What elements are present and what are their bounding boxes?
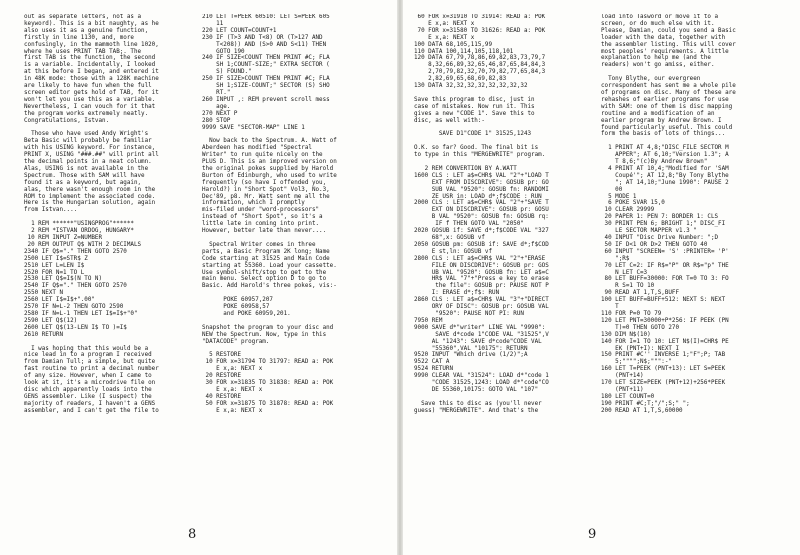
left-page-column-1 bbox=[24, 14, 200, 415]
text-line: 240 IF SIZE<COUNT THEN PRINT #C; FLA bbox=[202, 55, 330, 62]
text-line: 20 RESTORE bbox=[202, 373, 242, 380]
text-line: 2050 GOSUB pm: GOSUB if: SAVE d*;f$COD bbox=[414, 241, 549, 248]
text-line bbox=[202, 290, 378, 297]
text-line: 11 bbox=[202, 20, 224, 27]
text-line: SUB VAL "9520": GOSUB fn: RANDOMI bbox=[414, 186, 549, 193]
text-line: from Damian Tull; a simple, but quite bbox=[24, 359, 156, 366]
text-line: "DATACODE" program. bbox=[202, 338, 270, 345]
text-line: ";R$ bbox=[601, 255, 630, 262]
text-line: ROM to implement the associated code. bbox=[24, 193, 156, 200]
text-line: 2340 IF Q$="." THEN GOTO 2570 bbox=[24, 248, 127, 255]
book-spine bbox=[397, 0, 403, 555]
text-line: 90 READ AT 1,T,S,BUFF bbox=[601, 290, 680, 297]
text-line: 100 LET BUFF=BUFF+512: NEXT S: NEXT bbox=[601, 297, 726, 304]
text-line: main menu. Select option D to go to bbox=[202, 276, 327, 283]
text-line: disc which apparently loads into the bbox=[24, 386, 152, 393]
text-line: I: ERASE d*;f$: RUN bbox=[414, 290, 500, 297]
text-line: Nevertheless, I can vouch for it that bbox=[24, 103, 156, 110]
text-line: alas, there wasn't enough room in the bbox=[24, 186, 156, 193]
text-line: where he uses PRINT TAB TAB;. The bbox=[24, 48, 142, 55]
text-line: 2000 CLS : LET a$=CHR$ VAL "2"+"SAVE T bbox=[414, 200, 549, 207]
text-line: Now back to the Spectrum. A. Watt of bbox=[202, 138, 337, 145]
text-line: 10 CLEAR 29999 bbox=[601, 207, 655, 214]
text-line: with SAM: one of them is disc mapping bbox=[601, 103, 733, 110]
text-line bbox=[202, 318, 378, 325]
text-line: 2500 LET I$=STR$ Z bbox=[24, 255, 88, 262]
text-line: 7950 REM bbox=[414, 317, 443, 324]
text-line: 120 DATA 67,79,78,86,69,82,83,73,79,7 bbox=[414, 55, 546, 62]
text-line: with his USING keyword. For instance, bbox=[24, 145, 156, 152]
text-line: Coupé'"; AT 12,8;"By Tony Blythe bbox=[601, 172, 729, 179]
text-line: DE 55360,10175: GOTO VAL "107" bbox=[414, 386, 539, 393]
text-line: 130 DATA 32,32,32,32,32,32,32,32 bbox=[414, 83, 528, 90]
text-line: keyword). This is a bit naughty, as he bbox=[24, 20, 159, 27]
text-line: E x,a: NEXT x bbox=[202, 407, 263, 414]
text-line: 9524 RETURN bbox=[414, 366, 454, 373]
text-line: 140 FOR I=1 TO 10: LET N$(I)=CHR$ PE bbox=[601, 338, 729, 345]
text-line: are likely to have fun when the full bbox=[24, 83, 152, 90]
text-line: EXT ON DISCDRIVE": GOSUB pr: GOSU bbox=[414, 207, 549, 214]
text-line: Dec'89, p8. Mr. Watt sent me all the bbox=[202, 193, 330, 200]
text-line: PLUS D. This is an improved version on bbox=[202, 159, 337, 166]
text-line: loader with the data, together with bbox=[601, 34, 726, 41]
text-line: 2 REM CONVERTION BY A.WATT bbox=[414, 165, 517, 172]
text-line: 2,82,69,65,68,69,82,83 bbox=[414, 76, 507, 83]
text-line: Use symbol-shift/stop to get to the bbox=[202, 269, 327, 276]
text-line: age. bbox=[202, 103, 231, 110]
text-line: 6 POKE SVAR 15,0 bbox=[601, 200, 665, 207]
text-line bbox=[24, 339, 200, 346]
text-line: Congratulations, Istvan. bbox=[24, 117, 110, 124]
text-line: to type in this "MERGEWRITE" program. bbox=[414, 152, 546, 159]
text-line: "CODE 31525,1243: LOAD d*"code"CO bbox=[414, 380, 549, 387]
text-line bbox=[414, 159, 590, 166]
text-line: S) FOUND." bbox=[202, 69, 252, 76]
text-line: E x,a: NEXT x bbox=[414, 20, 475, 27]
text-line: little late in coming into print. bbox=[202, 221, 320, 228]
text-line: 260 INPUT ,: REM prevent scroll mess bbox=[202, 96, 330, 103]
text-line: Writer" to run quite nicely on the bbox=[202, 152, 323, 159]
text-line: AL "1243": SAVE d*code"CODE VAL bbox=[414, 338, 542, 345]
text-line: 10 REM INPUT Z=NUMBER bbox=[24, 235, 103, 241]
text-line: first TAB is the function, the second bbox=[24, 55, 156, 62]
text-line: 2540 IF Q$="." THEN GOTO 2570 bbox=[24, 283, 127, 290]
text-line: 2560 LET I$=I$+".00" bbox=[24, 297, 95, 304]
text-line: Harold?) in "Short Spot" Vol3, No.3, bbox=[202, 186, 330, 193]
text-line: at this before I began, and entered it bbox=[24, 69, 159, 76]
text-line: readers) won't go amiss, either. bbox=[601, 62, 715, 69]
text-line: "; AT 14,10;"June 1990": PAUSE 2 bbox=[601, 179, 729, 186]
text-line: the program works extremely neatly. bbox=[24, 110, 149, 117]
text-line: disc, as well with:- bbox=[414, 117, 485, 124]
text-line: case of mistakes. Now run it. This bbox=[414, 103, 535, 110]
text-line: guess) "MERGEWRITE". And that's the bbox=[414, 407, 539, 414]
text-line bbox=[414, 138, 590, 145]
text-line: 5 RESTORE bbox=[202, 352, 242, 359]
text-line: 2520 FOR N=1 TO L bbox=[24, 269, 85, 276]
text-line: assembler, and I can't get the file to bbox=[24, 407, 159, 414]
text-line: Spectrum. Those with SAM will have bbox=[24, 172, 145, 179]
text-line: ZE USR in: LOAD d*;f$CODE : RUN bbox=[414, 193, 542, 200]
text-line: rehashes of earlier programs for use bbox=[601, 96, 729, 103]
text-line: Basic. Add Harold's three pokes, vis:- bbox=[202, 283, 337, 290]
text-line: the original pokes supplied by Harold bbox=[202, 165, 334, 172]
text-line: starting at 55360. Load your cassette. bbox=[202, 262, 337, 269]
text-line: LE SECTOR MAPPER v1.3 " bbox=[601, 228, 697, 235]
text-line: 250 IF SIZE>COUNT THEN PRINT #C; FLA bbox=[202, 76, 330, 83]
text-line: 280 STOP bbox=[202, 117, 231, 124]
text-line bbox=[202, 346, 378, 353]
text-line bbox=[202, 131, 378, 138]
text-line: 2590 LET Q$(12) bbox=[24, 317, 78, 324]
text-line: the file": GOSUB pr: PAUSE NOT P bbox=[414, 283, 549, 290]
right-page-column-2 bbox=[601, 14, 777, 415]
text-line: out as separate letters, not as a bbox=[24, 14, 142, 20]
text-line: E x,a: NEXT x bbox=[414, 34, 475, 41]
text-line: 1600 CLS : LET a$=CHR$ VAL "2"+"LOAD T bbox=[414, 172, 549, 179]
text-line: 2800 CLS : LET a$=CHR$ VAL "2"+"ERASE bbox=[414, 255, 546, 262]
text-line: 120 LET PNT=30000+P*256: IF PEEK (PN bbox=[601, 317, 729, 324]
text-line: 40 INPUT "Disc Drive Number: ";D bbox=[601, 235, 719, 241]
text-line: found it as a keyword, but again, bbox=[24, 179, 142, 186]
right-page-column-1 bbox=[414, 14, 590, 415]
text-line: 200 READ AT 1,T,S,60000 bbox=[601, 407, 683, 414]
text-line: 80 LET BUFF=30000: FOR T=0 TO 3: FO bbox=[601, 276, 729, 283]
text-line bbox=[414, 90, 590, 97]
text-line: IF f THEN GOTO VAL "2050" bbox=[414, 221, 524, 228]
text-line: 70 FOR x=31580 TO 31626: READ a: POK bbox=[414, 27, 546, 34]
text-line: 8,32,66,89,32,65,46,87,65,84,84,3 bbox=[414, 62, 546, 69]
text-line: RT." bbox=[202, 89, 231, 96]
text-line: EXT FROM DISCDRIVE": GOSUB pr: GO bbox=[414, 179, 549, 186]
text-line: EK (PNT+I): NEXT I bbox=[601, 345, 680, 352]
text-line: parts, a Basic Program 2K long; Name bbox=[202, 248, 330, 255]
text-line: look at it, it's a microdrive file on bbox=[24, 380, 156, 387]
text-line: 60 FOR x=31910 TO 31914: READ a: POK bbox=[414, 14, 546, 20]
text-line: routine and a modification of an bbox=[601, 110, 715, 117]
text-line: 70 LET C=2: IF R$="P" OR R$="p" THE bbox=[601, 262, 729, 269]
text-line: 220 LET COUNT=COUNT+1 bbox=[202, 27, 277, 34]
text-line: is a variable. Incidentally, I looked bbox=[24, 62, 156, 69]
text-line: and POKE 60959,201. bbox=[202, 310, 291, 317]
text-line: 1 PRINT AT 4,8;"DISC_FILE SECTOR M bbox=[601, 145, 729, 152]
text-line: explanation to help me (and the bbox=[601, 55, 711, 62]
text-line: 50 FOR x=31875 TO 31878: READ a: POK bbox=[202, 400, 334, 407]
text-line: E x,a: NEXT x bbox=[202, 386, 263, 393]
text-line: T<208)) AND (S>0 AND S<11) THEN bbox=[202, 41, 327, 48]
text-line: 130 DIM N$(10) bbox=[601, 331, 651, 338]
text-line: E x,a: NEXT x bbox=[202, 366, 263, 373]
text-line: majority of readers, I haven't a GENS bbox=[24, 400, 156, 407]
text-line: in 48K mode: those with a 128K machine bbox=[24, 76, 159, 83]
text-line: 50 IF D<1 OR D>2 THEN GOTO 40 bbox=[601, 241, 708, 248]
text-line: 100 DATA 68,105,115,99 bbox=[414, 41, 493, 48]
text-line: O.K. so far? Good. The final bit is bbox=[414, 145, 539, 152]
text-line: 5 MODE 1 bbox=[601, 193, 637, 200]
left-page-column-2 bbox=[202, 14, 378, 415]
text-line: GENS assembler. Like (I suspect) the bbox=[24, 393, 152, 400]
text-line: 9999 SAVE "SECTOR-MAP" LINE 1 bbox=[202, 124, 305, 131]
text-line: However, better late than never.... bbox=[202, 228, 327, 235]
text-line: N LET C=3 bbox=[601, 269, 648, 276]
text-line: 9000 SAVE d*"writer" LINE VAL "9990": bbox=[414, 324, 546, 331]
text-line: 1 REM ******"USINGPROG"****** bbox=[24, 221, 134, 228]
text-line: T bbox=[601, 304, 619, 311]
text-line: 160 LET T=PEEK (PNT+13): LET S=PEEK bbox=[601, 366, 726, 373]
text-line: SH 1;SIZE-COUNT;" SECTOR (S) SHO bbox=[202, 83, 330, 90]
text-line: mis-filed under "word-processors" bbox=[202, 207, 320, 214]
page-number-left: 8 bbox=[188, 527, 197, 542]
text-line: confusingly, in the mammoth line 1020, bbox=[24, 41, 159, 48]
text-line: of any size. However, when I came to bbox=[24, 373, 152, 380]
text-line: most peoples' requirements. A little bbox=[601, 48, 729, 55]
text-line: 5;"""";N$;""":-" bbox=[601, 359, 672, 366]
text-line: of programs on disc. Many of these are bbox=[601, 89, 736, 96]
text-line: 2 REM *ISTVAN ORDOG, HUNGARY* bbox=[24, 228, 134, 235]
text-line: from Istvan.... bbox=[24, 207, 78, 214]
text-line: GOTO 190 bbox=[202, 48, 245, 55]
text-line: 2530 LET Q$=I$(N TO N) bbox=[24, 276, 103, 283]
text-line: POKE 60958,57 bbox=[202, 304, 270, 311]
text-line: E st,ln: GOSUB vf bbox=[414, 248, 493, 255]
text-line: 210 LET T=PEEK 60510: LET S=PEEK 605 bbox=[202, 14, 330, 20]
text-line: 2,70,79,82,32,70,79,82,77,65,84,3 bbox=[414, 69, 546, 76]
text-line: Tony Blythe, our evergreen bbox=[601, 76, 701, 83]
text-line: firstly in line 1130, and, more bbox=[24, 34, 134, 41]
text-line: 00 bbox=[601, 186, 623, 193]
text-line: fast routine to print a decimal number bbox=[24, 366, 159, 373]
text-line: Spectral Writer comes in three bbox=[202, 241, 316, 248]
text-line: load into Tasword or move it to a bbox=[601, 14, 719, 20]
text-line: Here is the Hungarian solution, again bbox=[24, 200, 156, 207]
text-line: "55360",VAL "10175": RETURN bbox=[414, 345, 528, 352]
text-line: 9520 INPUT "Which drive (1/2)";A bbox=[414, 352, 528, 359]
text-line: B VAL "9520": GOSUB fn: GOSUB rq: bbox=[414, 214, 549, 221]
text-line bbox=[414, 394, 590, 401]
text-line: FILE ON DISCDRIVE": GOSUB pr: GOS bbox=[414, 262, 549, 269]
text-line: correspondent has sent me a whole pile bbox=[601, 83, 736, 90]
text-line: 68",x: GOSUB vf bbox=[414, 235, 485, 241]
text-line: 110 FOR P=0 TO 79 bbox=[601, 310, 662, 317]
text-line: Those who have used Andy Wright's bbox=[24, 131, 149, 138]
page-number-right: 9 bbox=[588, 527, 597, 542]
text-line bbox=[24, 214, 200, 221]
text-line bbox=[202, 235, 378, 242]
text-line: also uses it as a genuine function, bbox=[24, 27, 149, 34]
text-line: 190 PRINT #C;T;"/";S;" "; bbox=[601, 400, 690, 407]
text-line: SAVE D1"CODE 1" 31525,1243 bbox=[414, 131, 532, 138]
text-line: 2570 IF N=L-2 THEN GOTO 2590 bbox=[24, 304, 124, 311]
text-line: Save this to disc as (you'll never bbox=[414, 400, 542, 407]
text-line: 20 PAPER 1: PEN 7: BORDER 1: CLS bbox=[601, 214, 719, 221]
text-line: 2580 IF N=L-1 THEN LET I$=I$+"0" bbox=[24, 310, 138, 317]
text-line: 2550 NEXT N bbox=[24, 290, 64, 297]
text-line: earlier program by Andrew Brown. I bbox=[601, 117, 722, 124]
text-line: Beta Basic will probably be familiar bbox=[24, 138, 152, 145]
text-line: 180 LET COUNT=0 bbox=[601, 393, 655, 400]
text-line bbox=[24, 125, 200, 132]
text-line: 10 FOR x=31794 TO 31797: READ a: POK bbox=[202, 359, 334, 366]
text-line bbox=[414, 125, 590, 132]
text-line: 270 NEXT P bbox=[202, 110, 238, 117]
text-line: 60 INPUT "SCREEN= 'S' :PRINTER= 'P' bbox=[601, 248, 729, 255]
text-line: T)=0 THEN GOTO 270 bbox=[601, 324, 680, 331]
text-line: information, which I promptly bbox=[202, 200, 305, 207]
text-line: gives a new "CODE 1". Save this to bbox=[414, 110, 535, 117]
text-line: 150 PRINT #C'' INVERSE 1;"F";P; TAB bbox=[601, 352, 726, 359]
text-line: 20 REM OUTPUT Q$ WITH 2 DECIMALS bbox=[24, 241, 142, 248]
text-line: screen editor gets hold of TAB, for it bbox=[24, 89, 159, 96]
text-line: 9990 CLEAR VAL "31524": LOAD d*"code 1 bbox=[414, 373, 549, 380]
text-line: (PNT+14) bbox=[601, 373, 644, 380]
text-line: found particularly useful. This could bbox=[601, 124, 733, 131]
text-line: PRINT X, USING "###.##" will print all bbox=[24, 152, 159, 159]
text-line: 9522 CAT A bbox=[414, 359, 450, 366]
text-line: 2600 LET Q$(13-LEN I$ TO )=I$ bbox=[24, 324, 127, 331]
text-line: Save this program to disc, just in bbox=[414, 96, 535, 103]
text-line: 30 FOR x=31835 TO 31838: READ a: POK bbox=[202, 380, 334, 387]
text-line: the assembler listing. This will cover bbox=[601, 41, 736, 48]
text-line: SH 1;COUNT-SIZE;" EXTRA SECTOR ( bbox=[202, 62, 330, 69]
text-line: 230 IF (T>3 AND T<8) OR (T>127 AND bbox=[202, 34, 323, 41]
text-line: 30 PRINT PEN 6; BRIGHT 1;" DISC_FI bbox=[601, 221, 726, 228]
text-line: form the basis of lots of things... bbox=[601, 131, 726, 138]
text-line bbox=[601, 69, 777, 76]
text-line: NEW the Spectrum. Now, type in this bbox=[202, 331, 327, 338]
text-line: 2610 RETURN bbox=[24, 331, 64, 338]
text-line: SAVE d*code 1"CODE VAL "31525",V bbox=[414, 331, 549, 338]
text-line: Aberdeen has modified "Spectral bbox=[202, 145, 312, 152]
text-line: 4 PRINT AT 10,4;"Modified for 'SAM bbox=[601, 165, 729, 172]
text-line: Snapshot the program to your disc and bbox=[202, 324, 334, 331]
text-line: T 8,6;"(c)By Andrew Brown" bbox=[601, 159, 708, 166]
text-line: I was hoping that this would be a bbox=[24, 345, 149, 352]
text-line: frequently (so have I offended you, bbox=[202, 179, 327, 186]
text-line: 2860 CLS : LET a$=CHR$ VAL "3"+"DIRECT bbox=[414, 297, 549, 304]
text-line: 2510 LET L=LEN I$ bbox=[24, 262, 85, 269]
text-line: nice lead in to a program I received bbox=[24, 352, 152, 359]
text-line: the decimal points in a neat column. bbox=[24, 159, 152, 166]
text-line: (PNT+11) bbox=[601, 386, 644, 393]
text-line: R S=1 TO 10 bbox=[601, 283, 655, 290]
text-line: 110 DATA 100,114,105,118,101 bbox=[414, 48, 514, 55]
text-line: instead of "Short Spot", so it's a bbox=[202, 214, 323, 221]
text-line: ORY OF DISC": GOSUB pr: GOSUB VAL bbox=[414, 304, 549, 311]
text-line: 2020 GOSUB if: SAVE d*;f$CODE VAL "327 bbox=[414, 228, 549, 235]
text-line: screen, or do much else with it. bbox=[601, 20, 715, 27]
text-line: POKE 60957,207 bbox=[202, 297, 273, 304]
text-line: 170 LET SIZE=PEEK (PNT+12)+256*PEEK bbox=[601, 380, 726, 387]
text-line: Alas, USING is not available in the bbox=[24, 165, 149, 172]
text-line: UB VAL "9520": GOSUB fn: LET a$=C bbox=[414, 269, 549, 276]
text-line: "9520": PAUSE NOT PI: RUN bbox=[414, 310, 524, 317]
text-line: Please, Damian, could you send a Basic bbox=[601, 27, 736, 34]
text-line: 40 RESTORE bbox=[202, 393, 242, 400]
text-line: Burton of Edinburgh, who used to write bbox=[202, 172, 337, 179]
text-line: HR$ VAL "7"+"Press e key to erase bbox=[414, 276, 549, 283]
text-line: APPER"; AT 6,10;"Version 1.3"; A bbox=[601, 152, 729, 159]
text-line: won't let you use this as a variable. bbox=[24, 96, 156, 103]
text-line: Code starting at 31525 and Main Code bbox=[202, 255, 330, 262]
text-line bbox=[601, 138, 777, 145]
